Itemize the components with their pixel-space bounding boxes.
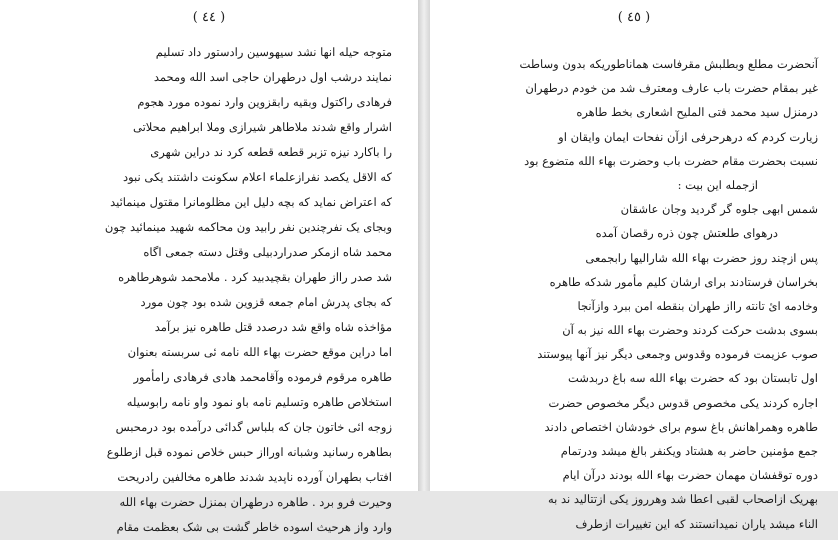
page-body — [28, 40, 392, 540]
text-line: فرهادی راکتول وبقیه رابقزوین وارد نموده مورد هجوم — [137, 95, 392, 109]
verse-line: شمس ابهی جلوه گر گردید وجان عاشقان — [620, 202, 818, 217]
text-line: وحیرت فرو برد . طاهره درطهران بمنزل حضرت بهاء الله — [119, 495, 392, 509]
text-line: بهریک ازاصحاب لقبی اعطا شد وهرروز یکی ازتتالید ند به — [547, 492, 818, 507]
text-line: شد صدر رااز طهران بقچیدبید کرد . ملامحمد شوهرطاهره — [118, 270, 392, 284]
text-line: بسوی بدشت حرکت کردند وحضرت بهاء الله نیز به آن — [562, 323, 818, 338]
text-line: محمد شاه ازمکر صدراردبیلی وقتل دسته جمعی اگاه — [143, 245, 392, 259]
text-line: افتاب بطهران آورده ناپدید شدند طاهره مخالفین رادریحت — [117, 470, 392, 484]
text-line: بخراسان فرستادند برای ارشان کلیم مأمور شدکه طاهره — [549, 274, 818, 289]
page-right — [430, 0, 838, 531]
text-line: غیر بمقام حضرت باب عارف ومعترف شد من خودم درطهران — [525, 81, 818, 96]
text-line: الناء میشد یاران نمیدانستند که این تغییرات ازطرف — [575, 516, 818, 531]
text-line: زیارت کردم که درهرحرفی ازآن نفحات ایمان وایقان او — [558, 129, 818, 144]
verse-line: درهوای طلعتش چون ذره رقصان آمده — [595, 226, 778, 241]
text-line: زوجه ائی خاتون جان که بلباس گدائی درآمده بود درمحبس — [115, 420, 392, 434]
text-line: وخادمه ائ تانته رااز طهران بنقطه امن ببرد وازآنجا — [577, 298, 818, 313]
text-line: جمع مؤمنین حاضر به هشتاد ویکنفر بالغ میشد ودرتمام — [560, 444, 818, 458]
text-line: که الاقل یکصد نفرازعلماء اعلام سکونت داشتند یکی نبود — [122, 170, 392, 184]
text-line: نمایند درشب اول درطهران حاجی اسد الله ومحمد — [153, 70, 392, 84]
text-line: را باکارد نیزه تزبر قطعه قطعه کرد ند دراین شهری — [150, 145, 392, 159]
text-line: آنحضرت مطلع وبطلبش مقرفاست هماناطوریکه بدون وساطت — [519, 57, 818, 71]
page-left — [0, 0, 418, 534]
text-line: که اعتراض نماید که بچه دلیل این مظلومانرا مقتول مینمائید — [110, 195, 392, 209]
text-line: اما دراین موقع حضرت بهاء الله نامه ئی سربسته بعنوان — [127, 345, 392, 359]
text-line: که بجای پدرش امام جمعه قزوین شده بود چون مورد — [140, 295, 392, 309]
text-line: پس ازچند روز حضرت بهاء الله شارالیها رابجمعی — [585, 250, 818, 265]
text-line: نسبت بحضرت مقام حضرت باب وحضرت بهاء الله متضوع بود — [524, 153, 818, 168]
page-number: ( ٤٤ ) — [192, 10, 226, 25]
text-line: دوره توقفشان مهمان حضرت بهاء الله بودند درآن ایام — [562, 468, 818, 483]
page-number: ( ٤٥ ) — [617, 10, 651, 25]
text-line: مؤاخذه شاه واقع شد درصدد قتل طاهره نیز برآمد — [154, 320, 392, 334]
text-line: وارد واز هرحیث اسوده خاطر گشت بی شک بعظمت مقام — [116, 520, 392, 534]
text-line: ازجمله این بیت : — [677, 177, 758, 192]
text-line: اشرار واقع شدند ملاطاهر شیرازی وملا ابراهیم محلاتی — [132, 120, 392, 134]
text-line: وبجای یک نفرچندین نفر رابید ون محاکمه شهید مینمائید چون — [104, 220, 392, 234]
page-gutter — [418, 0, 430, 491]
page-body — [448, 52, 818, 536]
text-line: طاهره وهمراهانش باغ سوم برای خودشان اختصاص دادند — [544, 419, 818, 434]
text-line: استخلاص طاهره وتسلیم نامه باو نمود واو نامه رابوسیله — [126, 395, 392, 409]
text-line: اول تابستان بود که حضرت بهاء الله سه باغ دربدشت — [567, 371, 818, 386]
text-line: متوجه حیله انها نشد سیهوسین رادستور داد تسلیم — [155, 45, 392, 59]
text-line: اجاره کردند یکی مخصوص قدوس دیگر مخصوص حضرت — [548, 395, 818, 410]
text-line: بطاهره رسانید وشبانه اورااز حبس خلاص نموده قبل ازطلوع — [106, 445, 392, 459]
text-line: درمنزل سید محمد فتی الملیح اشعاری بخط طاهره — [576, 105, 818, 120]
text-line: طاهره مرقوم فرموده وآقامحمد هادی فرهادی رامأمور — [133, 370, 392, 384]
text-line: صوب عزیمت فرموده وقدوس وجمعی دیگر نیز آنها پیوستند — [537, 347, 818, 362]
